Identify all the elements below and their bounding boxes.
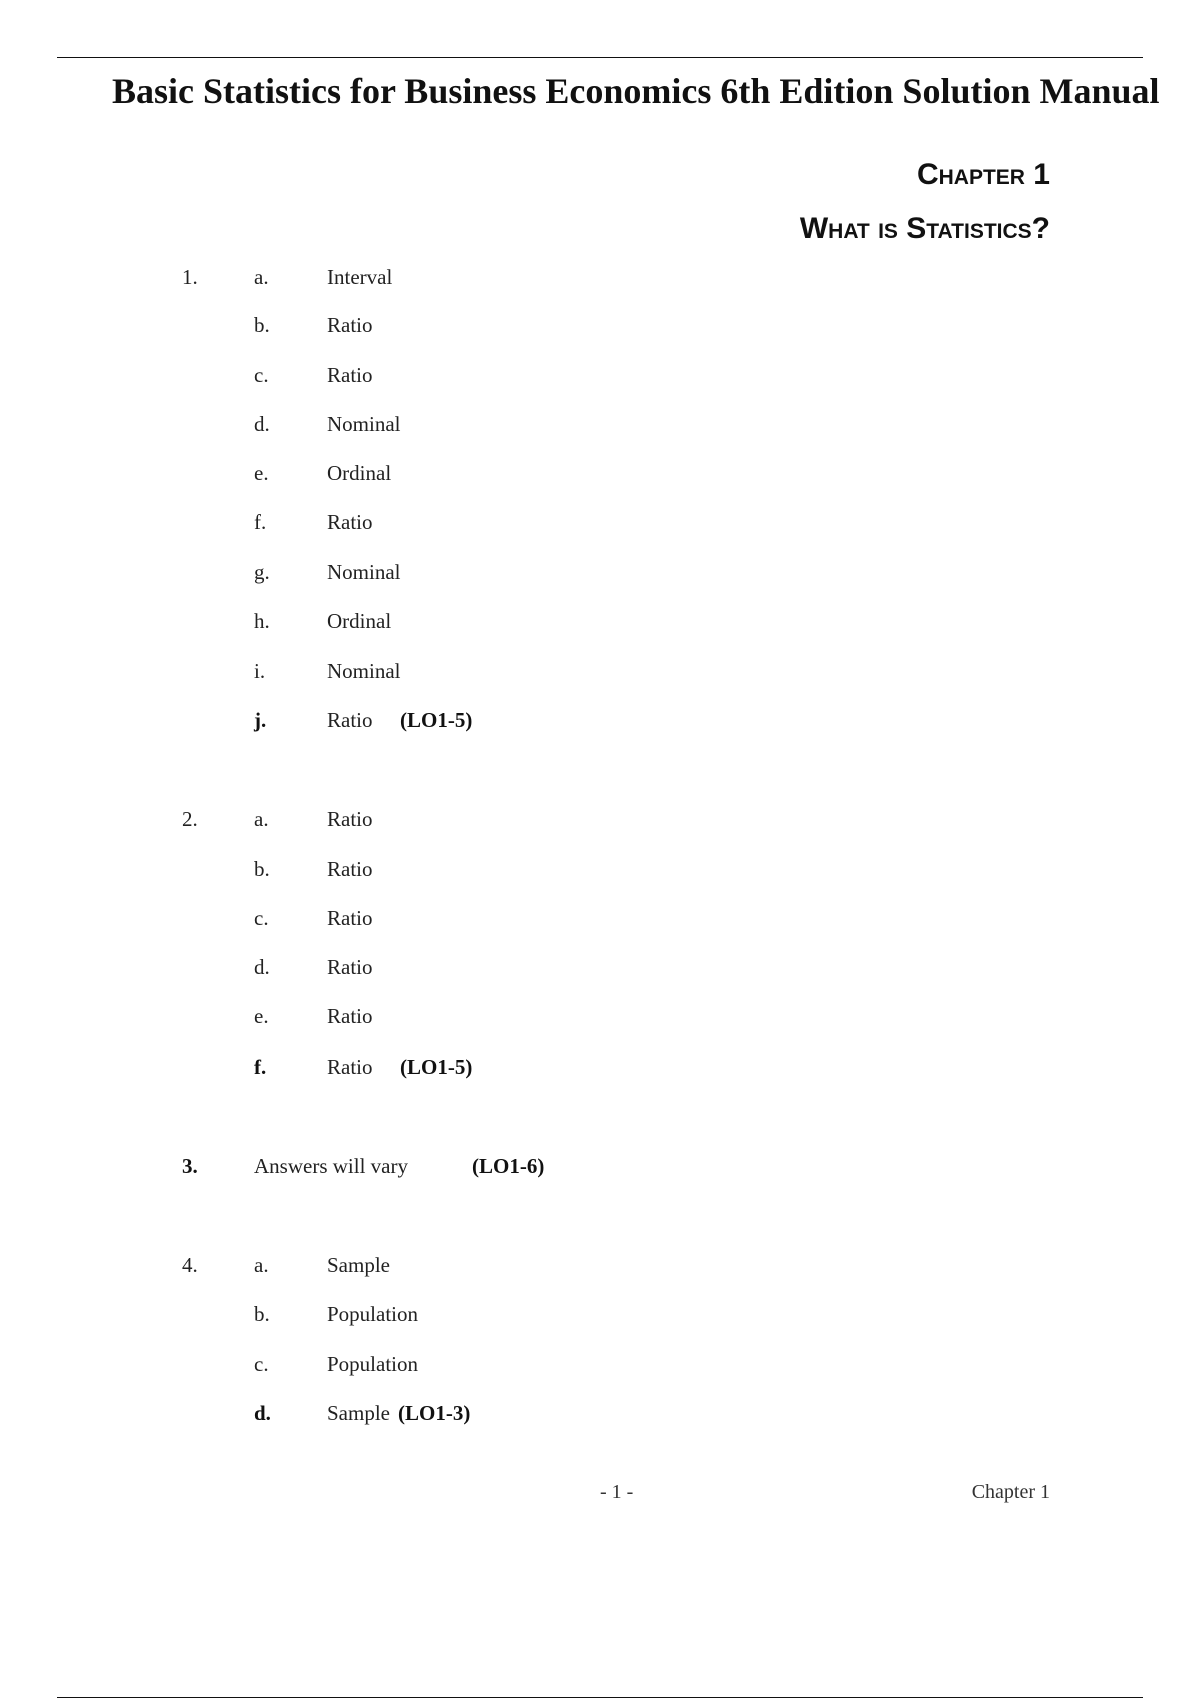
item-letter: c.: [254, 906, 269, 930]
item-answer: Ratio: [327, 955, 373, 979]
item-answer: Population: [327, 1352, 419, 1376]
top-rule: [57, 57, 1143, 58]
item-letter: e.: [254, 461, 269, 485]
item-letter: e.: [254, 1004, 269, 1028]
item-letter: a.: [254, 807, 269, 831]
document-title: Basic Statistics for Business Economics 6th Edition Solution Manual: [112, 71, 1160, 111]
item-letter: c.: [254, 363, 269, 387]
item-answer: Ratio: [327, 510, 373, 534]
chapter-heading: Chapter 1: [916, 158, 1050, 191]
item-answer: Nominal: [327, 659, 401, 683]
item-letter: b.: [254, 1302, 270, 1326]
item-letter: a.: [254, 1253, 269, 1277]
learning-objective: (LO1-5): [400, 708, 473, 732]
item-letter: b.: [254, 313, 270, 337]
item-answer: Population: [327, 1302, 419, 1326]
item-letter: d.: [254, 412, 270, 436]
bottom-rule: [57, 1697, 1143, 1698]
item-answer: Nominal: [327, 412, 401, 436]
item-letter: d.: [254, 1401, 271, 1425]
item-answer: Ratio: [327, 363, 373, 387]
item-letter: f.: [254, 1055, 267, 1079]
item-answer: Ordinal: [327, 461, 392, 485]
item-letter: i.: [254, 659, 266, 683]
item-answer: Ratio: [327, 313, 373, 337]
item-letter: b.: [254, 857, 270, 881]
item-answer: Ordinal: [327, 609, 392, 633]
footer-chapter: Chapter 1: [971, 1481, 1050, 1503]
item-letter: f.: [254, 510, 267, 534]
page-number: - 1 -: [600, 1481, 634, 1503]
item-answer: Interval: [327, 265, 393, 289]
item-answer: Nominal: [327, 560, 401, 584]
question-number: 3.: [182, 1154, 198, 1178]
item-answer: Ratio: [327, 906, 373, 930]
item-letter: j.: [254, 708, 267, 732]
item-answer: Ratio: [327, 1004, 373, 1028]
item-letter: h.: [254, 609, 270, 633]
learning-objective: (LO1-6): [472, 1154, 545, 1178]
item-letter: d.: [254, 955, 270, 979]
item-answer: Ratio: [327, 708, 373, 732]
learning-objective: (LO1-3): [398, 1401, 471, 1425]
question-number: 2.: [182, 807, 198, 831]
item-letter: g.: [254, 560, 270, 584]
item-letter: a.: [254, 265, 269, 289]
chapter-subtitle: What is Statistics?: [799, 212, 1050, 245]
item-answer: Sample: [327, 1401, 390, 1425]
question-number: 1.: [182, 265, 198, 289]
item-answer: Ratio: [327, 857, 373, 881]
item-letter: c.: [254, 1352, 269, 1376]
item-answer: Ratio: [327, 807, 373, 831]
question-number: 4.: [182, 1253, 198, 1277]
item-answer: Ratio: [327, 1055, 373, 1079]
item-answer: Sample: [327, 1253, 390, 1277]
item-answer: Answers will vary: [254, 1154, 408, 1178]
learning-objective: (LO1-5): [400, 1055, 473, 1079]
